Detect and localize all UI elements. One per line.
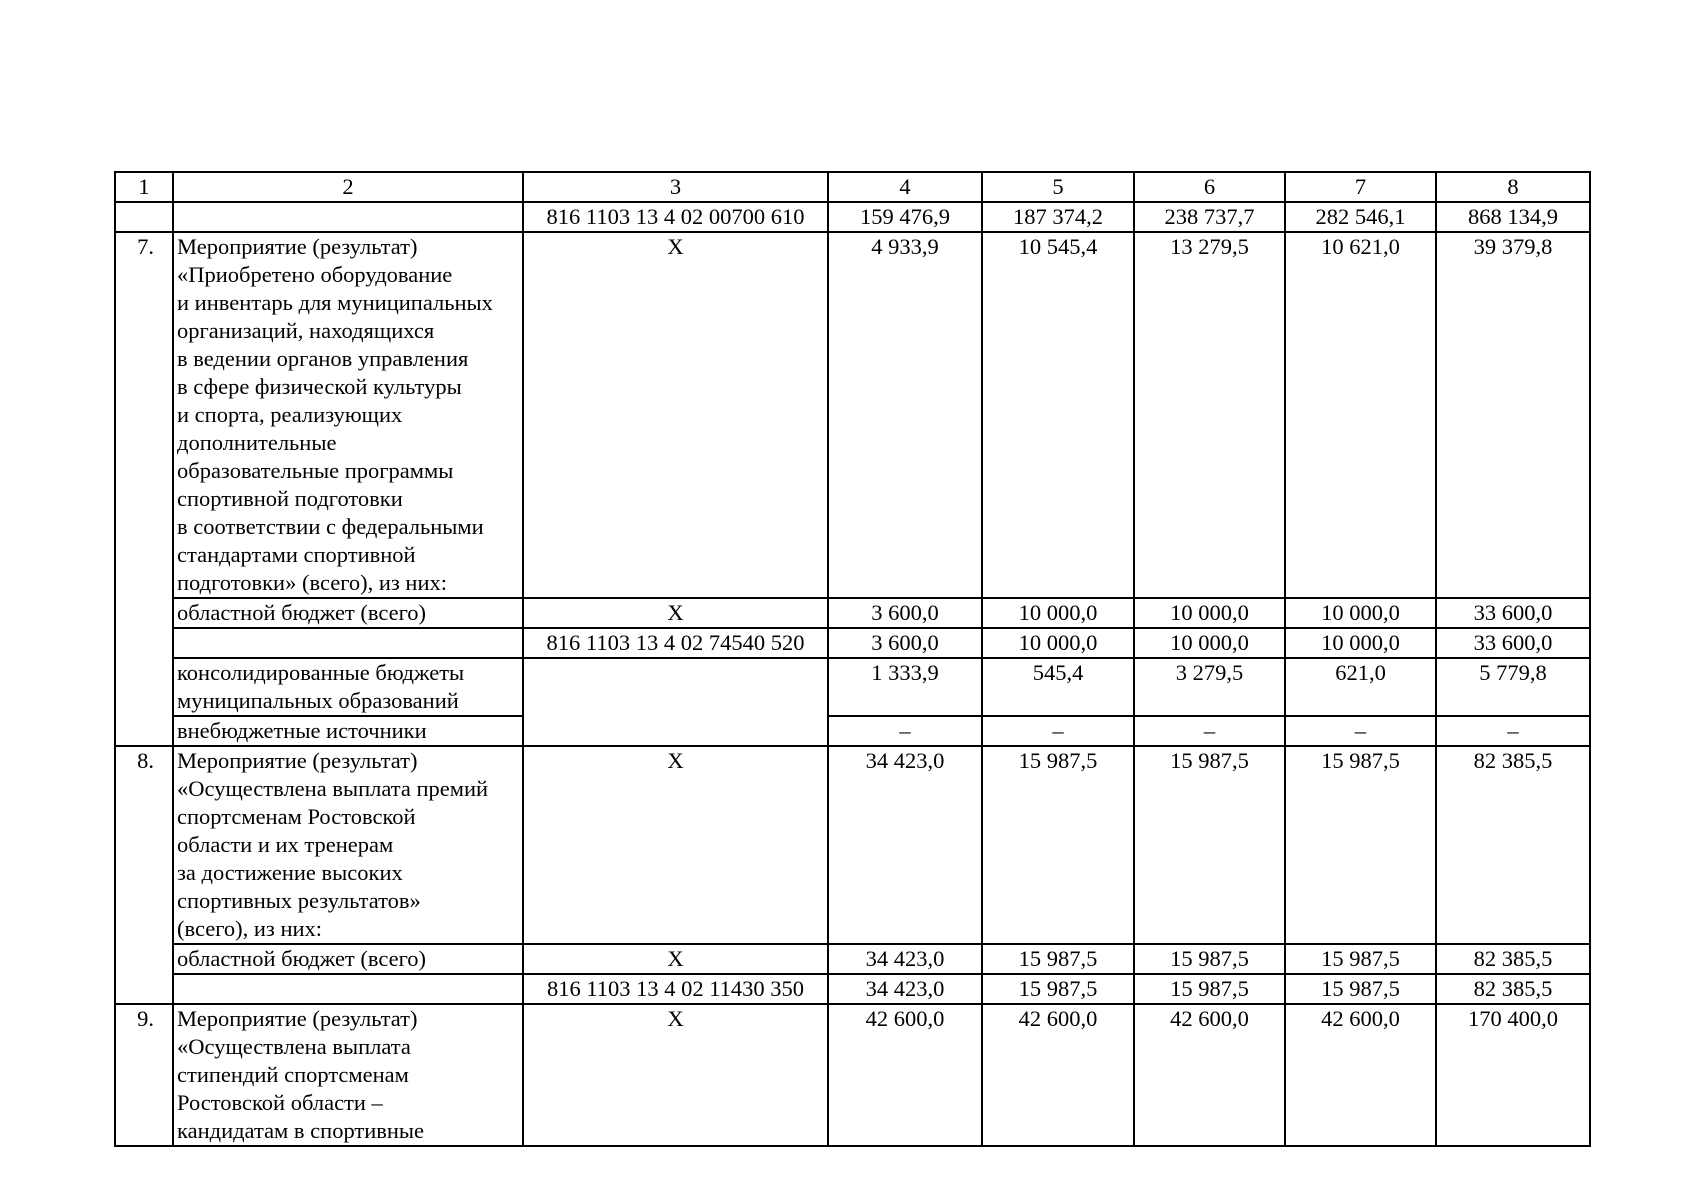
value-cell: 187 374,2 (982, 202, 1134, 232)
value-cell: 33 600,0 (1436, 598, 1590, 628)
row-label-cell: областной бюджет (всего) (173, 598, 523, 628)
label-line: Мероприятие (результат) (177, 234, 418, 259)
label-line: подготовки» (всего), из них: (177, 570, 447, 595)
value-cell: – (982, 716, 1134, 746)
value-cell: 10 000,0 (1285, 628, 1436, 658)
value-cell: 868 134,9 (1436, 202, 1590, 232)
table-row (115, 746, 1590, 944)
label-line: «Приобретено оборудование (177, 262, 453, 287)
value-cell: 33 600,0 (1436, 628, 1590, 658)
value-cell: 545,4 (982, 658, 1134, 716)
value-cell: 82 385,5 (1436, 944, 1590, 974)
row-number-cell: 8. (115, 746, 173, 1004)
label-line: в сфере физической культуры (177, 374, 462, 399)
label-line: кандидатам в спортивные (177, 1118, 425, 1143)
budget-code-cell: X (523, 598, 828, 628)
value-cell: 34 423,0 (828, 974, 982, 1004)
row-label-cell (173, 1004, 523, 1146)
value-cell: 282 546,1 (1285, 202, 1436, 232)
value-cell: – (1285, 716, 1436, 746)
value-cell: 15 987,5 (1134, 746, 1285, 944)
value-cell: 42 600,0 (1134, 1004, 1285, 1146)
label-line: консолидированные бюджеты (177, 660, 465, 685)
value-cell: 82 385,5 (1436, 746, 1590, 944)
label-line: стипендий спортсменам (177, 1062, 409, 1087)
budget-code-cell: X (523, 1004, 828, 1146)
value-cell: 621,0 (1285, 658, 1436, 716)
row-number-cell: 9. (115, 1004, 173, 1146)
label-line: спортивной подготовки (177, 486, 403, 511)
label-line: в ведении органов управления (177, 346, 469, 371)
value-cell: 15 987,5 (1285, 974, 1436, 1004)
column-header: 6 (1134, 172, 1285, 202)
value-cell: 15 987,5 (1285, 746, 1436, 944)
budget-table (114, 171, 1591, 1147)
value-cell: 159 476,9 (828, 202, 982, 232)
value-cell: 42 600,0 (828, 1004, 982, 1146)
value-cell: 15 987,5 (1134, 974, 1285, 1004)
label-line: (всего), из них: (177, 916, 323, 941)
value-cell: 10 621,0 (1285, 232, 1436, 598)
value-cell: 15 987,5 (982, 974, 1134, 1004)
budget-code-cell: 816 1103 13 4 02 11430 350 (523, 974, 828, 1004)
table-row (115, 598, 1590, 628)
column-header: 4 (828, 172, 982, 202)
value-cell: 10 000,0 (982, 628, 1134, 658)
table-row (115, 628, 1590, 658)
label-line: в соответствии с федеральными (177, 514, 484, 539)
column-header: 5 (982, 172, 1134, 202)
value-cell: 42 600,0 (1285, 1004, 1436, 1146)
value-cell: 1 333,9 (828, 658, 982, 716)
value-cell: 10 000,0 (1285, 598, 1436, 628)
value-cell: 3 600,0 (828, 598, 982, 628)
row-label-cell (173, 746, 523, 944)
table-row (115, 658, 1590, 716)
budget-code-cell (523, 658, 828, 746)
table-row (115, 232, 1590, 598)
label-line: Ростовской области – (177, 1090, 383, 1115)
column-number-row (115, 172, 1590, 202)
budget-code-cell: 816 1103 13 4 02 74540 520 (523, 628, 828, 658)
value-cell: 13 279,5 (1134, 232, 1285, 598)
value-cell: 10 545,4 (982, 232, 1134, 598)
label-line: дополнительные (177, 430, 337, 455)
value-cell: 238 737,7 (1134, 202, 1285, 232)
label-line: муниципальных образований (177, 688, 459, 713)
label-line: и спорта, реализующих (177, 402, 403, 427)
value-cell: 34 423,0 (828, 746, 982, 944)
value-cell: – (1134, 716, 1285, 746)
budget-code-cell: X (523, 944, 828, 974)
label-line: «Осуществлена выплата премий (177, 776, 489, 801)
row-label-cell: областной бюджет (всего) (173, 944, 523, 974)
row-label-cell (173, 232, 523, 598)
value-cell: 5 779,8 (1436, 658, 1590, 716)
row-label-cell (173, 202, 523, 232)
column-header: 2 (173, 172, 523, 202)
label-line: за достижение высоких (177, 860, 403, 885)
label-line: Мероприятие (результат) (177, 1006, 418, 1031)
budget-code-cell: X (523, 232, 828, 598)
label-line: «Осуществлена выплата (177, 1034, 411, 1059)
label-line: организаций, находящихся (177, 318, 435, 343)
label-line: области и их тренерам (177, 832, 394, 857)
table-row (115, 716, 1590, 746)
table-row (115, 202, 1590, 232)
column-header: 7 (1285, 172, 1436, 202)
value-cell: 4 933,9 (828, 232, 982, 598)
row-label-cell (173, 628, 523, 658)
label-line: и инвентарь для муниципальных (177, 290, 493, 315)
row-label-cell (173, 658, 523, 716)
label-line: спортсменам Ростовской (177, 804, 416, 829)
value-cell: 39 379,8 (1436, 232, 1590, 598)
table-row (115, 944, 1590, 974)
label-line: образовательные программы (177, 458, 454, 483)
row-number-cell: 7. (115, 232, 173, 746)
value-cell: 15 987,5 (1285, 944, 1436, 974)
value-cell: 3 279,5 (1134, 658, 1285, 716)
budget-code-cell: X (523, 746, 828, 944)
value-cell: 15 987,5 (1134, 944, 1285, 974)
value-cell: 34 423,0 (828, 944, 982, 974)
value-cell: – (1436, 716, 1590, 746)
row-label-cell: внебюджетные источники (173, 716, 523, 746)
value-cell: 10 000,0 (1134, 628, 1285, 658)
value-cell: 15 987,5 (982, 746, 1134, 944)
value-cell: 82 385,5 (1436, 974, 1590, 1004)
value-cell: – (828, 716, 982, 746)
column-header: 1 (115, 172, 173, 202)
value-cell: 170 400,0 (1436, 1004, 1590, 1146)
value-cell: 42 600,0 (982, 1004, 1134, 1146)
value-cell: 3 600,0 (828, 628, 982, 658)
table-row (115, 974, 1590, 1004)
row-number-cell (115, 202, 173, 232)
column-header: 8 (1436, 172, 1590, 202)
value-cell: 15 987,5 (982, 944, 1134, 974)
label-line: спортивных результатов» (177, 888, 421, 913)
row-label-cell (173, 974, 523, 1004)
label-line: Мероприятие (результат) (177, 748, 418, 773)
table-row (115, 1004, 1590, 1146)
budget-code-cell: 816 1103 13 4 02 00700 610 (523, 202, 828, 232)
value-cell: 10 000,0 (982, 598, 1134, 628)
value-cell: 10 000,0 (1134, 598, 1285, 628)
label-line: стандартами спортивной (177, 542, 416, 567)
column-header: 3 (523, 172, 828, 202)
